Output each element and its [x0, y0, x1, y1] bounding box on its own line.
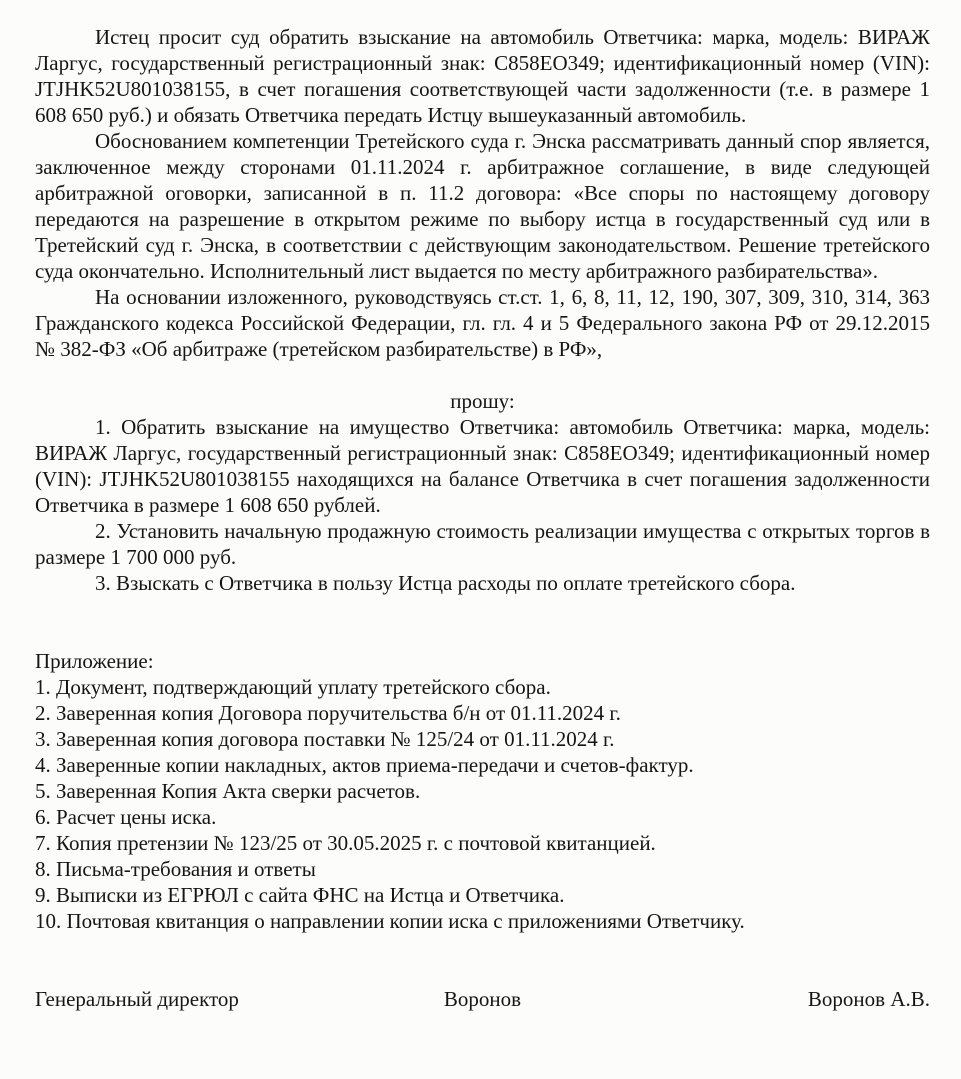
claim-paragraph-3: На основании изложенного, руководствуясь ст.ст. 1, 6, 8, 11, 12, 190, 307, 309, 310, 314, 363 Гражданского кодекса Российской Федерации, гл. гл. 4 и 5 Федерального закона РФ от 29.12.2015 № 382-ФЗ «Об арбитраже (третейском разбирательстве) в РФ»,	[35, 285, 930, 361]
appendix-item-9: 9. Выписки из ЕГРЮЛ с сайта ФНС на Истца и Ответчика.	[35, 883, 565, 907]
appendix-item-1: 1. Документ, подтверждающий уплату третейского сбора.	[35, 675, 551, 699]
claim-paragraph-1: Истец просит суд обратить взыскание на автомобиль Ответчика: марка, модель: ВИРАЖ Ларгус, государственный регистрационный знак: С858ЕО349; идентификационный номер (VIN): JTJHK52U801038155, в счет погашения соответствующей части задолженности (т.е. в размере 1 608 650 руб.) и обязать Ответчика передать Истцу вышеуказанный автомобиль.	[35, 25, 930, 127]
appendix-item-2: 2. Заверенная копия Договора поручительства б/н от 01.11.2024 г.	[35, 701, 621, 725]
appendix-item-4: 4. Заверенные копии накладных, актов приема-передачи и счетов-фактур.	[35, 753, 694, 777]
appendix-item-10: 10. Почтовая квитанция о направлении копии иска с приложениями Ответчику.	[35, 909, 745, 933]
appendix-item-7: 7. Копия претензии № 123/25 от 30.05.2025 г. с почтовой квитанцией.	[35, 831, 656, 855]
signature-row	[35, 986, 930, 1012]
appendix-item-3: 3. Заверенная копия договора поставки № 125/24 от 01.11.2024 г.	[35, 727, 615, 751]
request-item-1: 1. Обратить взыскание на имущество Ответчика: автомобиль Ответчика: марка, модель: ВИРАЖ Ларгус, государственный регистрационный знак: С858ЕО349; идентификационный номер (VIN): JTJHK52U801038155 находящихся на балансе Ответчика в счет погашения задолженности Ответчика в размере 1 608 650 рублей.	[35, 415, 930, 517]
request-item-3: 3. Взыскать с Ответчика в пользу Истца расходы по оплате третейского сбора.	[95, 571, 796, 595]
signature-name: Воронов	[443, 987, 522, 1011]
appendix-item-5: 5. Заверенная Копия Акта сверки расчетов.	[35, 779, 421, 803]
signatory-position: Генеральный директор	[35, 987, 239, 1011]
claim-paragraph-2: Обоснованием компетенции Третейского суда г. Энска рассматривать данный спор является, заключенное между сторонами 01.11.2024 г. арбитражное соглашение, в виде следующей арбитражной оговорки, записанной в п. 11.2 договора: «Все споры по настоящему договору передаются на разрешение в открытом режиме по выбору истца в государственный суд или в Третейский суд г. Энска, в соответствии с действующим законодательством. Решение третейского суда окончательно. Исполнительный лист выдается по месту арбитражного разбирательства».	[35, 129, 930, 283]
appendix-section	[35, 648, 930, 934]
request-heading: прошу:	[450, 389, 515, 413]
signatory-full-name: Воронов А.В.	[807, 987, 930, 1011]
appendix-title: Приложение:	[35, 649, 154, 673]
appendix-item-6: 6. Расчет цены иска.	[35, 805, 217, 829]
appendix-item-8: 8. Письма-требования и ответы	[35, 857, 316, 881]
request-item-2: 2. Установить начальную продажную стоимость реализации имущества с открытых торгов в размере 1 700 000 руб.	[35, 519, 930, 569]
